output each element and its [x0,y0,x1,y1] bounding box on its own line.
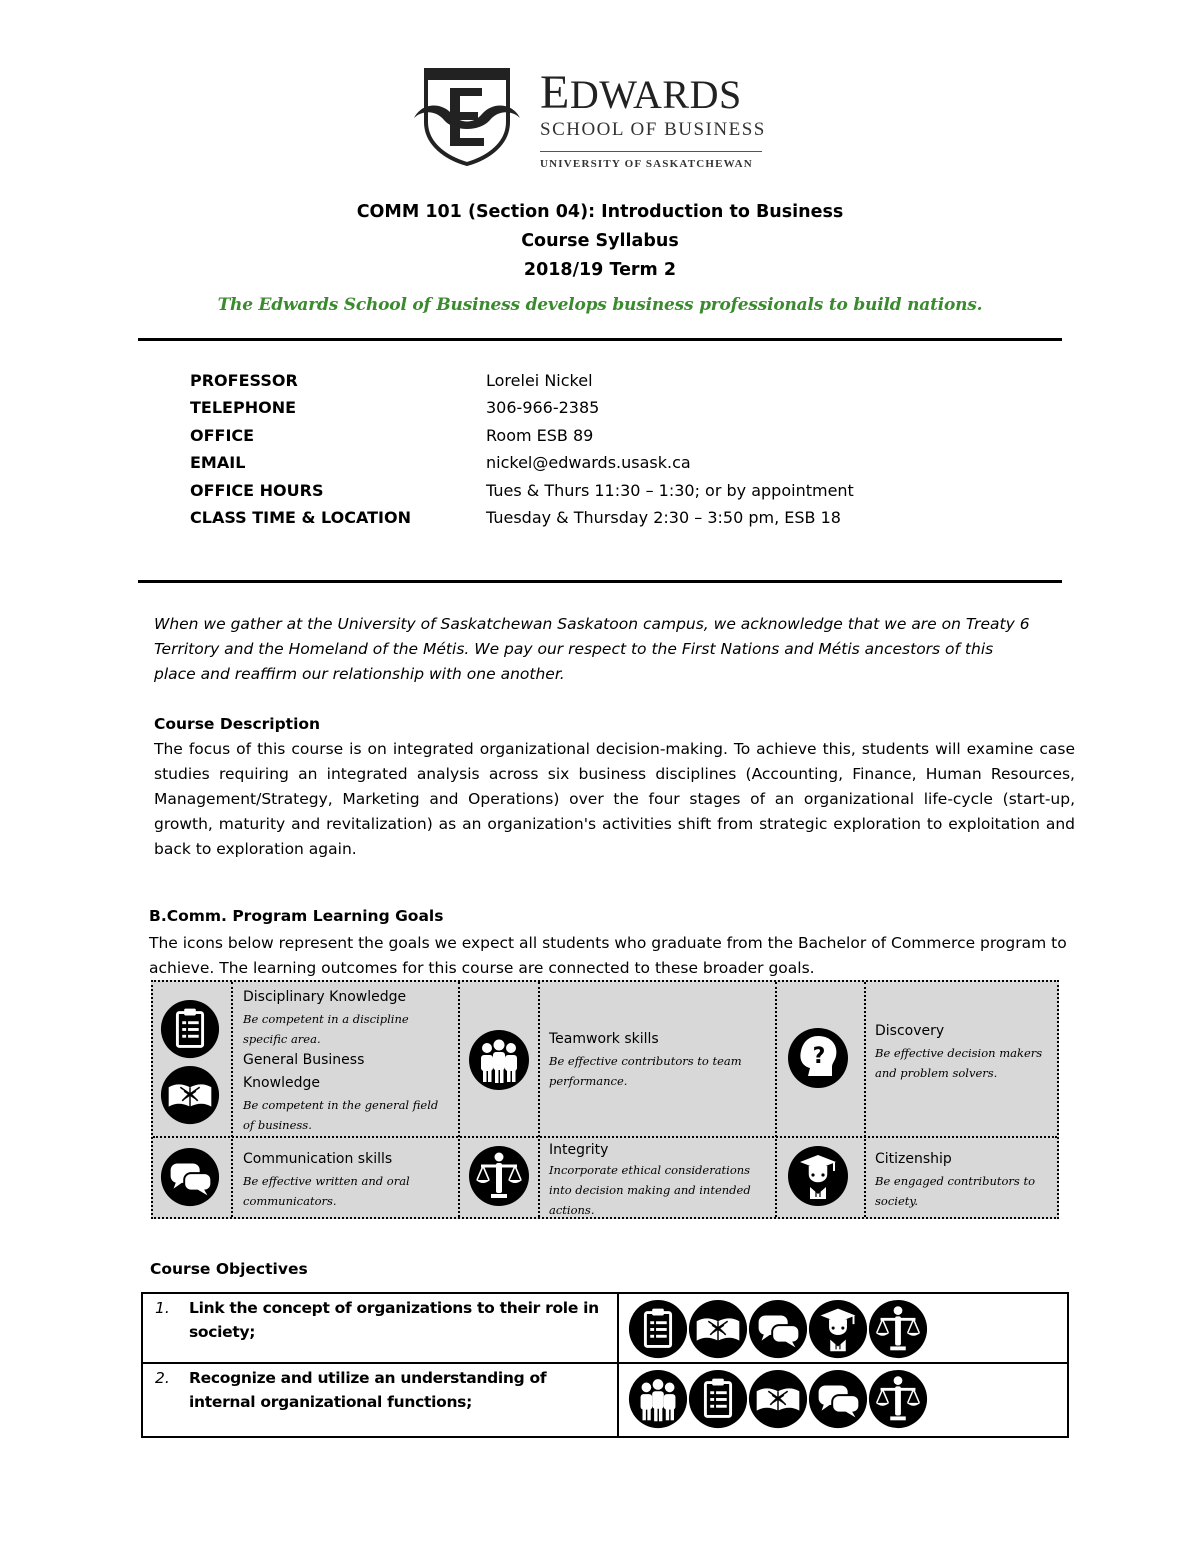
objective-text: Recognize and utilize an understanding of internal organizational functions; [189,1369,547,1411]
info-label: EMAIL [190,453,246,473]
land-acknowledgement: When we gather at the University of Saskatchewan Saskatoon campus, we acknowledge that we are on Treaty 6 Territory and the Homeland of the Métis. We pay our respect to the First Nations and Métis ancestors of this place and reaffirm our relationship with one another. [154,615,1030,683]
goal-citizenship [875,1148,1045,1211]
grid-divider [775,982,777,1217]
goal-communication [243,1148,443,1211]
divider-bottom [138,580,1062,583]
school-motto: The Edwards School of Business develops business professionals to build nations. [217,295,983,315]
learning-goals-intro: The icons below represent the goals we expect all students who graduate from the Bachelor of Commerce program to achieve. The learning outcomes for this course are connected to these broader goals. [149,934,1067,977]
edwards-crest-icon [412,66,522,166]
document-type: Course Syllabus [521,231,679,251]
book-icon [747,1368,809,1430]
course-description-heading: Course Description [154,715,321,733]
goal-desc: Be effective written and oral communicators. [243,1174,410,1208]
syllabus-header [0,198,1200,285]
people-icon [467,1028,531,1092]
info-row [190,367,926,394]
goal-title: Disciplinary Knowledge [243,989,407,1005]
info-row [190,504,926,531]
info-label: OFFICE [190,425,255,445]
graduate-icon [786,1144,850,1208]
course-description-body: The focus of this course is on integrated organizational decision-making. To achieve this, students will examine case studies requiring an integrated analysis across six business disciplines (Accounting, Finance, Human Resources, Management/Strategy, Marketing and Operations) over the four stages of an organizational life-cycle (start-up, growth, maturity and revitalization) as an organization's activities shift from strategic exploration to exploitation and back to exploration again. [154,740,1075,858]
term: 2018/19 Term 2 [523,260,677,280]
people-icon [627,1368,689,1430]
grid-divider [458,982,460,1217]
info-label: CLASS TIME & LOCATION [190,508,411,528]
info-row [190,449,926,476]
goal-title: Teamwork skills [549,1031,659,1047]
goal-discovery [875,1020,1045,1083]
goal-title: Discovery [875,1023,945,1039]
grid-divider [231,982,233,1217]
goal-desc: Be effective contributors to team performance. [549,1054,742,1088]
logo-name-rest: DWARDS [569,72,742,117]
goal-desc: Be competent in a discipline specific area. [243,1012,409,1046]
objective-number: 1. [155,1299,170,1317]
info-row [190,394,926,421]
book-icon [159,1064,221,1126]
divider-top [138,338,1062,341]
goal-desc: Be engaged contributors to society. [875,1174,1036,1208]
info-value: Tuesday & Thursday 2:30 – 3:50 pm, ESB 18 [486,508,841,528]
objective-text: Link the concept of organizations to their role in society; [189,1299,599,1341]
question-head-icon [786,1026,850,1090]
clipboard-icon [687,1368,749,1430]
info-value: nickel@edwards.usask.ca [486,453,691,473]
info-value: Tues & Thurs 11:30 – 1:30; or by appointment [486,480,854,500]
book-icon [687,1298,749,1360]
scales-icon [467,1144,531,1208]
scales-icon [867,1298,929,1360]
course-info-table [190,367,926,531]
course-objectives-heading: Course Objectives [150,1260,308,1278]
goal-desc: Be competent in the general field of business. [243,1098,439,1132]
info-row [190,477,926,504]
grid-divider [864,982,866,1217]
logo-name [540,66,766,119]
goal-title: Citizenship [875,1151,952,1167]
course-title: COMM 101 (Section 04): Introduction to Business [356,202,844,222]
info-row [190,422,926,449]
info-label: OFFICE HOURS [190,480,324,500]
info-label: TELEPHONE [190,398,297,418]
logo-divider [540,151,762,152]
goal-title: General Business Knowledge [243,1052,365,1091]
objective-row [143,1294,1067,1364]
learning-goals-heading: B.Comm. Program Learning Goals [149,907,444,925]
logo-school: SCHOOL OF BUSINESS [540,119,766,140]
graduate-icon [807,1298,869,1360]
clipboard-icon [627,1298,689,1360]
goal-desc: Incorporate ethical considerations into decision making and intended actions. [549,1163,751,1217]
info-value: 306-966-2385 [486,398,600,418]
objective-row [143,1364,1067,1436]
goal-disciplinary-knowledge [243,986,443,1135]
learning-goals-grid [151,980,1059,1219]
edwards-logo [412,66,772,174]
info-value: Lorelei Nickel [486,371,593,390]
objective-number: 2. [155,1369,170,1387]
logo-initial: E [540,66,570,119]
goal-desc: Be effective decision makers and problem solvers. [875,1046,1043,1080]
speech-bubbles-icon [747,1298,809,1360]
speech-bubbles-icon [807,1368,869,1430]
grid-divider [538,982,540,1217]
goal-integrity [549,1140,771,1220]
goal-title: Integrity [549,1142,609,1158]
objective-icons [627,1368,927,1430]
objectives-table [141,1292,1069,1438]
info-label: PROFESSOR [190,371,298,390]
logo-university: UNIVERSITY OF SASKATCHEWAN [540,158,753,170]
grid-row-divider [153,1136,1057,1138]
goal-title: Communication skills [243,1151,393,1167]
speech-bubbles-icon [159,1146,221,1208]
clipboard-icon [159,998,221,1060]
objective-icons [627,1298,927,1360]
scales-icon [867,1368,929,1430]
info-value: Room ESB 89 [486,425,594,445]
goal-teamwork [549,1028,767,1091]
